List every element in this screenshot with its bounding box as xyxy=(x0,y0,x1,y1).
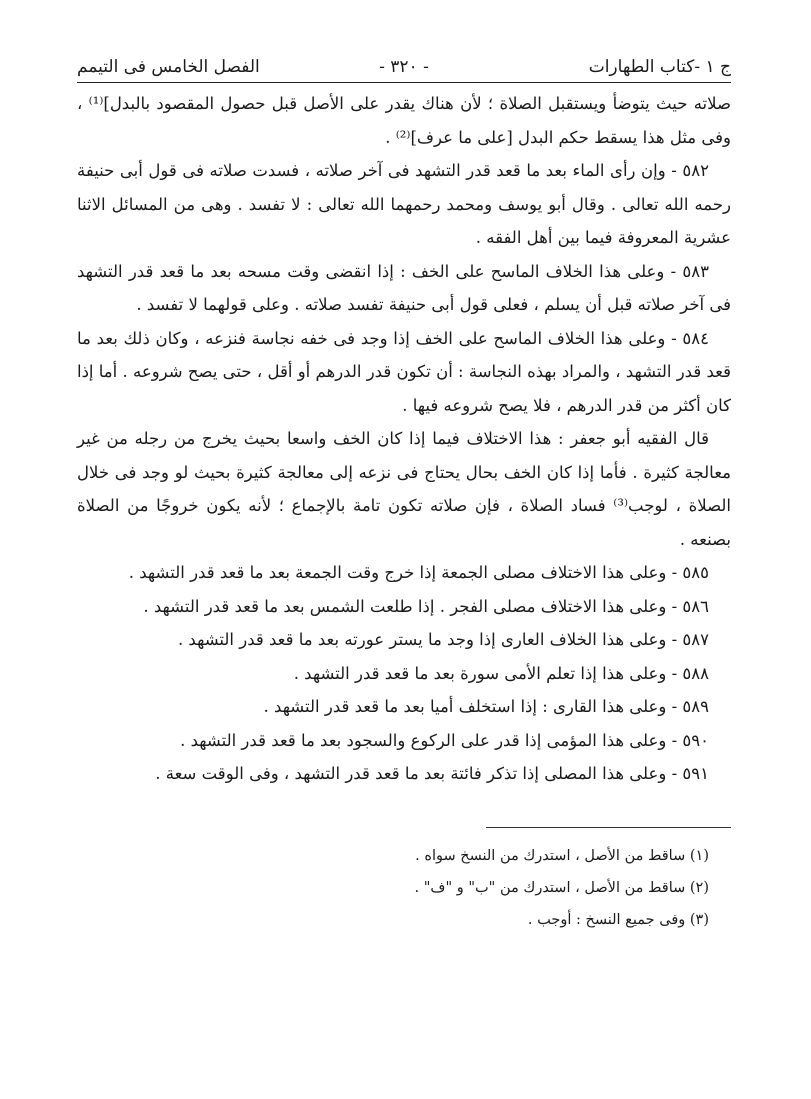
paragraph-582: ٥٨٢ - وإن رأى الماء بعد ما قعد قدر التشهد فى آخر صلاته ، فسدت صلاته فى قول أبى حنيفة رحمه الله تعالى . وقال أبو يوسف ومحمد رحمهما الله تعالى : لا تفسد . وهى من المسائل الاثنا عشرية المعروفة فيما بين أهل الفقه . xyxy=(77,161,731,247)
paragraph-583: ٥٨٣ - وعلى هذا الخلاف الماسح على الخف : إذا انقضى وقت مسحه بعد ما قعد قدر التشهد فى آخر صلاته قبل أن يسلم ، فعلى قول أبى حنيفة تفسد صلاته . وعلى قولهما لا تفسد . xyxy=(77,261,731,314)
footnote-2: (٢) ساقط من الأصل ، استدرك من "ب" و "ف" . xyxy=(414,879,709,896)
paragraph-584: ٥٨٤ - وعلى هذا الخلاف الماسح على الخف إذا وجد فى خفه نجاسة فنزعه ، وكان ذلك بعد ما قعد قدر التشهد ، والمراد بهذه النجاسة : أن تكون قدر الدرهم أو أقل ، حتى يصح شروعه . أما إذا كان أكثر من قدر الدرهم ، فلا يصح شروعه فيها . xyxy=(77,328,731,415)
paragraph-589: ٥٨٩ - وعلى هذا القارى : إذا استخلف أميا بعد ما قعد قدر التشهد . xyxy=(263,697,709,716)
paragraph-590: ٥٩٠ - وعلى هذا المؤمى إذا قدر على الركوع والسجود بعد ما قعد قدر التشهد . xyxy=(180,730,709,750)
footnotes xyxy=(77,840,731,936)
paragraph-588: ٥٨٨ - وعلى هذا إذا تعلم الأمى سورة بعد ما قعد قدر التشهد . xyxy=(293,663,709,683)
footnote-3: (٣) وفى جميع النسخ : أوجب . xyxy=(527,911,709,928)
header-book-title: ج ١ -كتاب الطهارات xyxy=(588,57,731,77)
paragraph-591: ٥٩١ - وعلى هذا المصلى إذا تذكر فائتة بعد ما قعد قدر التشهد ، وفى الوقت سعة . xyxy=(155,764,709,783)
page-number: - ٣٢٠ - xyxy=(379,57,429,77)
footnote-divider xyxy=(486,827,731,828)
paragraph-abu-jafar: قال الفقيه أبو جعفر : هذا الاختلاف فيما إذا كان الخف واسعا بحيث يخرج من رجله من غير معالجة كثيرة . فأما إذا كان الخف بحال يحتاج فى نزعه إلى معالجة كثيرة بحيث لو وجد فى خلال الصلاة ، لوجب⁽³⁾ فساد الصلاة ، فإن صلاته تكون تامة بالإجماع ؛ لأنه يكون خروجًا من الصلاة بصنعه . xyxy=(77,429,732,549)
book-page xyxy=(77,52,731,936)
paragraph-585: ٥٨٥ - وعلى هذا الاختلاف مصلى الجمعة إذا خرج وقت الجمعة بعد ما قعد قدر التشهد . xyxy=(128,563,709,582)
paragraph-continuation: صلاته حيث يتوضأ ويستقبل الصلاة ؛ لأن هناك يقدر على الأصل قبل حصول المقصود بالبدل]⁽¹⁾ ، وفى مثل هذا يسقط حكم البدل [على ما عرف]⁽²⁾ . xyxy=(77,94,732,147)
running-header xyxy=(77,52,731,83)
paragraph-587: ٥٨٧ - وعلى هذا الخلاف العارى إذا وجد ما يستر عورته بعد ما قعد قدر التشهد . xyxy=(177,630,709,649)
page-body xyxy=(77,87,731,791)
paragraph-586: ٥٨٦ - وعلى هذا الاختلاف مصلى الفجر . إذا طلعت الشمس بعد ما قعد قدر التشهد . xyxy=(143,596,709,616)
header-chapter-title: الفصل الخامس فى التيمم xyxy=(77,57,260,77)
footnote-1: (١) ساقط من الأصل ، استدرك من النسخ سواه . xyxy=(415,847,709,864)
